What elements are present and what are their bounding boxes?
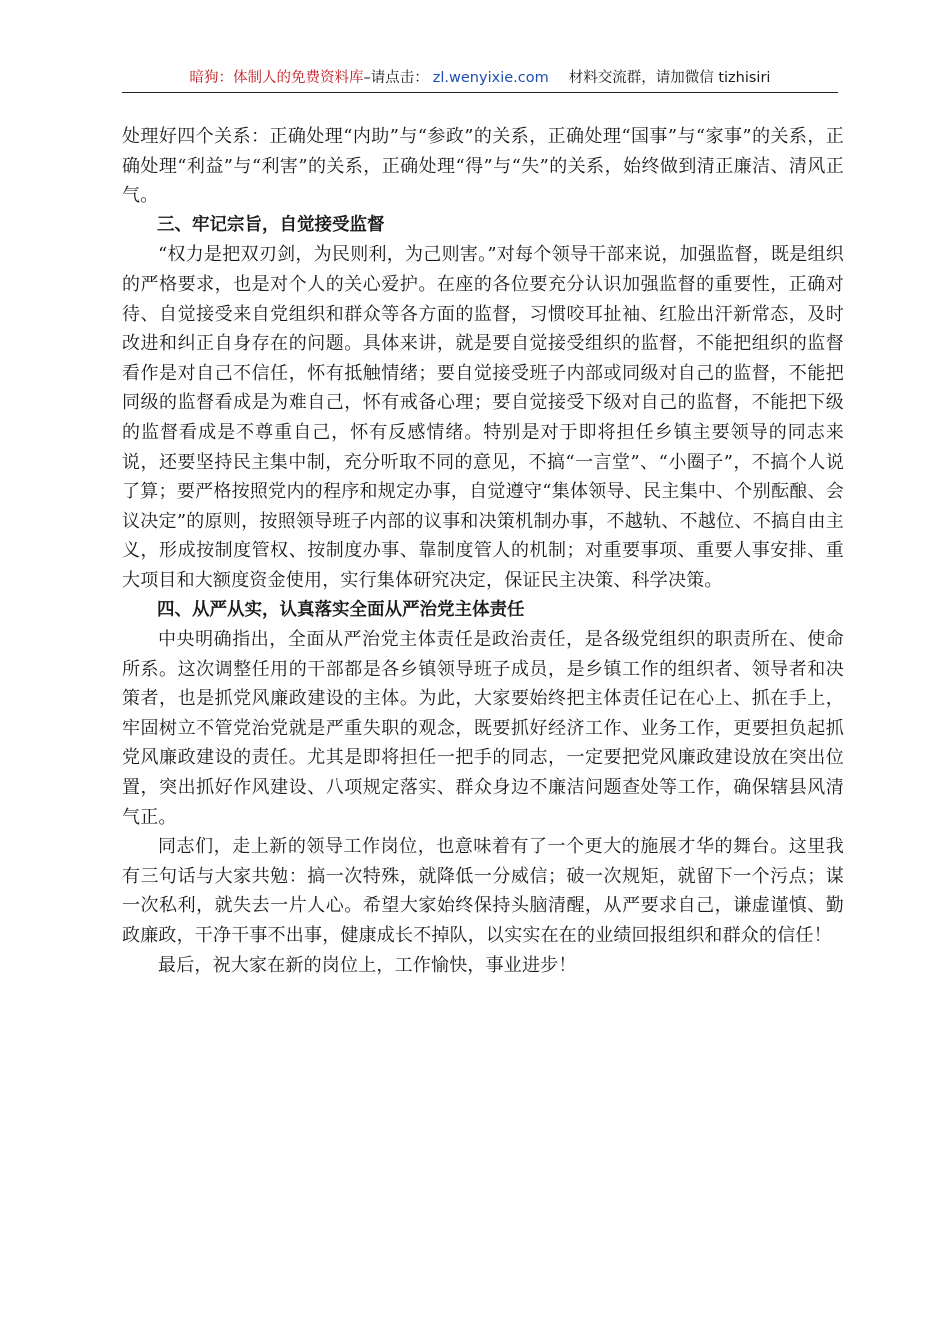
- header-brand: 暗狗：体制人的免费资料库: [189, 70, 364, 86]
- header-link[interactable]: zl.wenyixie.com: [432, 70, 549, 86]
- closing-paragraph: 同志们，走上新的领导工作岗位，也意味着有了一个更大的施展才华的舞台。这里我有三句话与大家共勉：搞一次特殊，就降低一分威信；破一次规矩，就留下一个污点；谋一次私利，就失去一片人心。希望大家始终保持头脑清醒，从严要求自己，谦虚谨慎、勤政廉政，干净干事不出事，健康成长不掉队，以实实在在的业绩回报组织和群众的信任！: [122, 836, 844, 947]
- final-paragraph: 最后，祝大家在新的岗位上，工作愉快，事业进步！: [158, 954, 577, 976]
- header-note: 材料交流群，请加微信 tizhisiri: [568, 70, 771, 86]
- section-paragraph-4: 中央明确指出，全面从严治党主体责任是政治责任，是各级党组织的职责所在、使命所系。这次调整任用的干部都是各乡镇领导班子成员，是乡镇工作的组织者、领导者和决策者，也是抓党风廉政建设的主体。为此，大家要始终把主体责任记在心上、抓在手上，牢固树立不管党治党就是严重失职的观念，既要抓好经济工作、业务工作，更要担负起抓党风廉政建设的责任。尤其是即将担任一把手的同志，一定要把党风廉政建设放在突出位置，突出抓好作风建设、八项规定落实、群众身边不廉洁问题查处等工作，确保辖县风清气正。: [122, 629, 844, 828]
- section-heading-3: 三、牢记宗旨，自觉接受监督: [157, 214, 385, 235]
- document-body: [122, 122, 844, 980]
- section-paragraph-3: “权力是把双刃剑，为民则利，为己则害。”对每个领导干部来说，加强监督，既是组织的严格要求，也是对个人的关心爱护。在座的各位要充分认识加强监督的重要性，正确对待、自觉接受来自党组织和群众等各方面的监督，习惯咬耳扯袖、红脸出汗新常态，及时改进和纠正自身存在的问题。具体来讲，就是要自觉接受组织的监督，不能把组织的监督看作是对自己不信任，怀有抵触情绪；要自觉接受班子内部或同级对自己的监督，不能把同级的监督看成是为难自己，怀有戒备心理；要自觉接受下级对自己的监督，不能把下级的监督看成是不尊重自己，怀有反感情绪。特别是对于即将担任乡镇主要领导的同志来说，还要坚持民主集中制，充分听取不同的意见，不搞“一言堂”、“小圈子”，不搞个人说了算；要严格按照党内的程序和规定办事，自觉遵守“集体领导、民主集中、个别酝酿、会议决定”的原则，按照领导班子内部的议事和决策机制办事，不越轨、不越位、不搞自由主义，形成按制度管权、按制度办事、靠制度管人的机制；对重要事项、重要人事安排、重大项目和大额度资金使用，实行集体研究决定，保证民主决策、科学决策。: [122, 244, 844, 591]
- page-header: [122, 66, 838, 93]
- intro-paragraph: 处理好四个关系：正确处理“内助”与“参政”的关系，正确处理“国事”与“家事”的关系，正确处理“利益”与“利害”的关系，正确处理“得”与“失”的关系，始终做到清正廉洁、清风正气。: [122, 126, 844, 207]
- header-cta: –请点击：: [363, 70, 429, 86]
- section-heading-4: 四、从严从实，认真落实全面从严治党主体责任: [157, 599, 525, 620]
